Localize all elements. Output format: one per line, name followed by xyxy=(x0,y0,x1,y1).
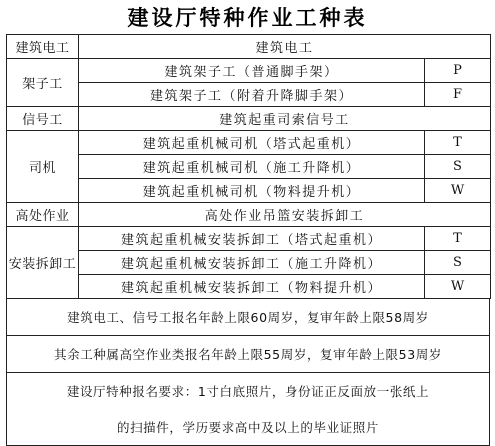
code-cell: T xyxy=(425,227,491,251)
trade-name-cell: 建筑起重机械安装拆卸工（物料提升机） xyxy=(79,275,425,299)
category-cell: 架子工 xyxy=(7,59,79,107)
code-cell: W xyxy=(425,275,491,299)
code-cell: S xyxy=(425,155,491,179)
table-row xyxy=(7,251,491,275)
notes-section xyxy=(6,298,490,446)
age-limit-note: 建筑电工、信号工报名年龄上限60周岁，复审年龄上限58周岁 xyxy=(7,298,489,335)
trade-name-cell: 建筑起重机械司机（施工升降机） xyxy=(79,155,425,179)
table-row xyxy=(7,227,491,251)
trade-name-cell: 建筑电工 xyxy=(79,35,491,59)
requirements-note: 建设厅特种报名要求：1寸白底照片，身份证正反面放一张纸上 xyxy=(7,372,489,409)
document-title: 建设厅特种作业工种表 xyxy=(127,5,368,30)
table-row xyxy=(7,275,491,299)
code-cell: W xyxy=(425,179,491,203)
category-cell: 高处作业 xyxy=(7,203,79,227)
requirements-note: 的扫描件，学历要求高中及以上的毕业证照片 xyxy=(116,420,379,435)
table-row xyxy=(7,155,491,179)
table-row xyxy=(7,35,491,59)
trade-name-cell: 建筑起重司索信号工 xyxy=(79,107,491,131)
trade-name-cell: 建筑起重机械安装拆卸工（施工升降机） xyxy=(79,251,425,275)
table-row xyxy=(7,83,491,107)
category-cell: 信号工 xyxy=(7,107,79,131)
trade-table xyxy=(6,34,491,299)
code-cell: F xyxy=(425,83,491,107)
category-cell: 安装拆卸工 xyxy=(7,227,79,299)
table-row xyxy=(7,59,491,83)
code-cell: P xyxy=(425,59,491,83)
trade-name-cell: 建筑起重机械安装拆卸工（塔式起重机） xyxy=(79,227,425,251)
trade-name-cell: 建筑起重机械司机（物料提升机） xyxy=(79,179,425,203)
trade-name-cell: 建筑架子工（附着升降脚手架） xyxy=(79,83,425,107)
table-row xyxy=(7,107,491,131)
category-cell: 司机 xyxy=(7,131,79,203)
code-cell: S xyxy=(425,251,491,275)
category-cell: 建筑电工 xyxy=(7,35,79,59)
trade-name-cell: 建筑架子工（普通脚手架） xyxy=(79,59,425,83)
code-cell: T xyxy=(425,131,491,155)
table-row xyxy=(7,203,491,227)
table-row xyxy=(7,131,491,155)
trade-name-cell: 建筑起重机械司机（塔式起重机） xyxy=(79,131,425,155)
age-limit-note: 其余工种属高空作业类报名年龄上限55周岁，复审年龄上限53周岁 xyxy=(7,335,489,372)
table-row xyxy=(7,179,491,203)
trade-name-cell: 高处作业吊篮安装拆卸工 xyxy=(79,203,491,227)
